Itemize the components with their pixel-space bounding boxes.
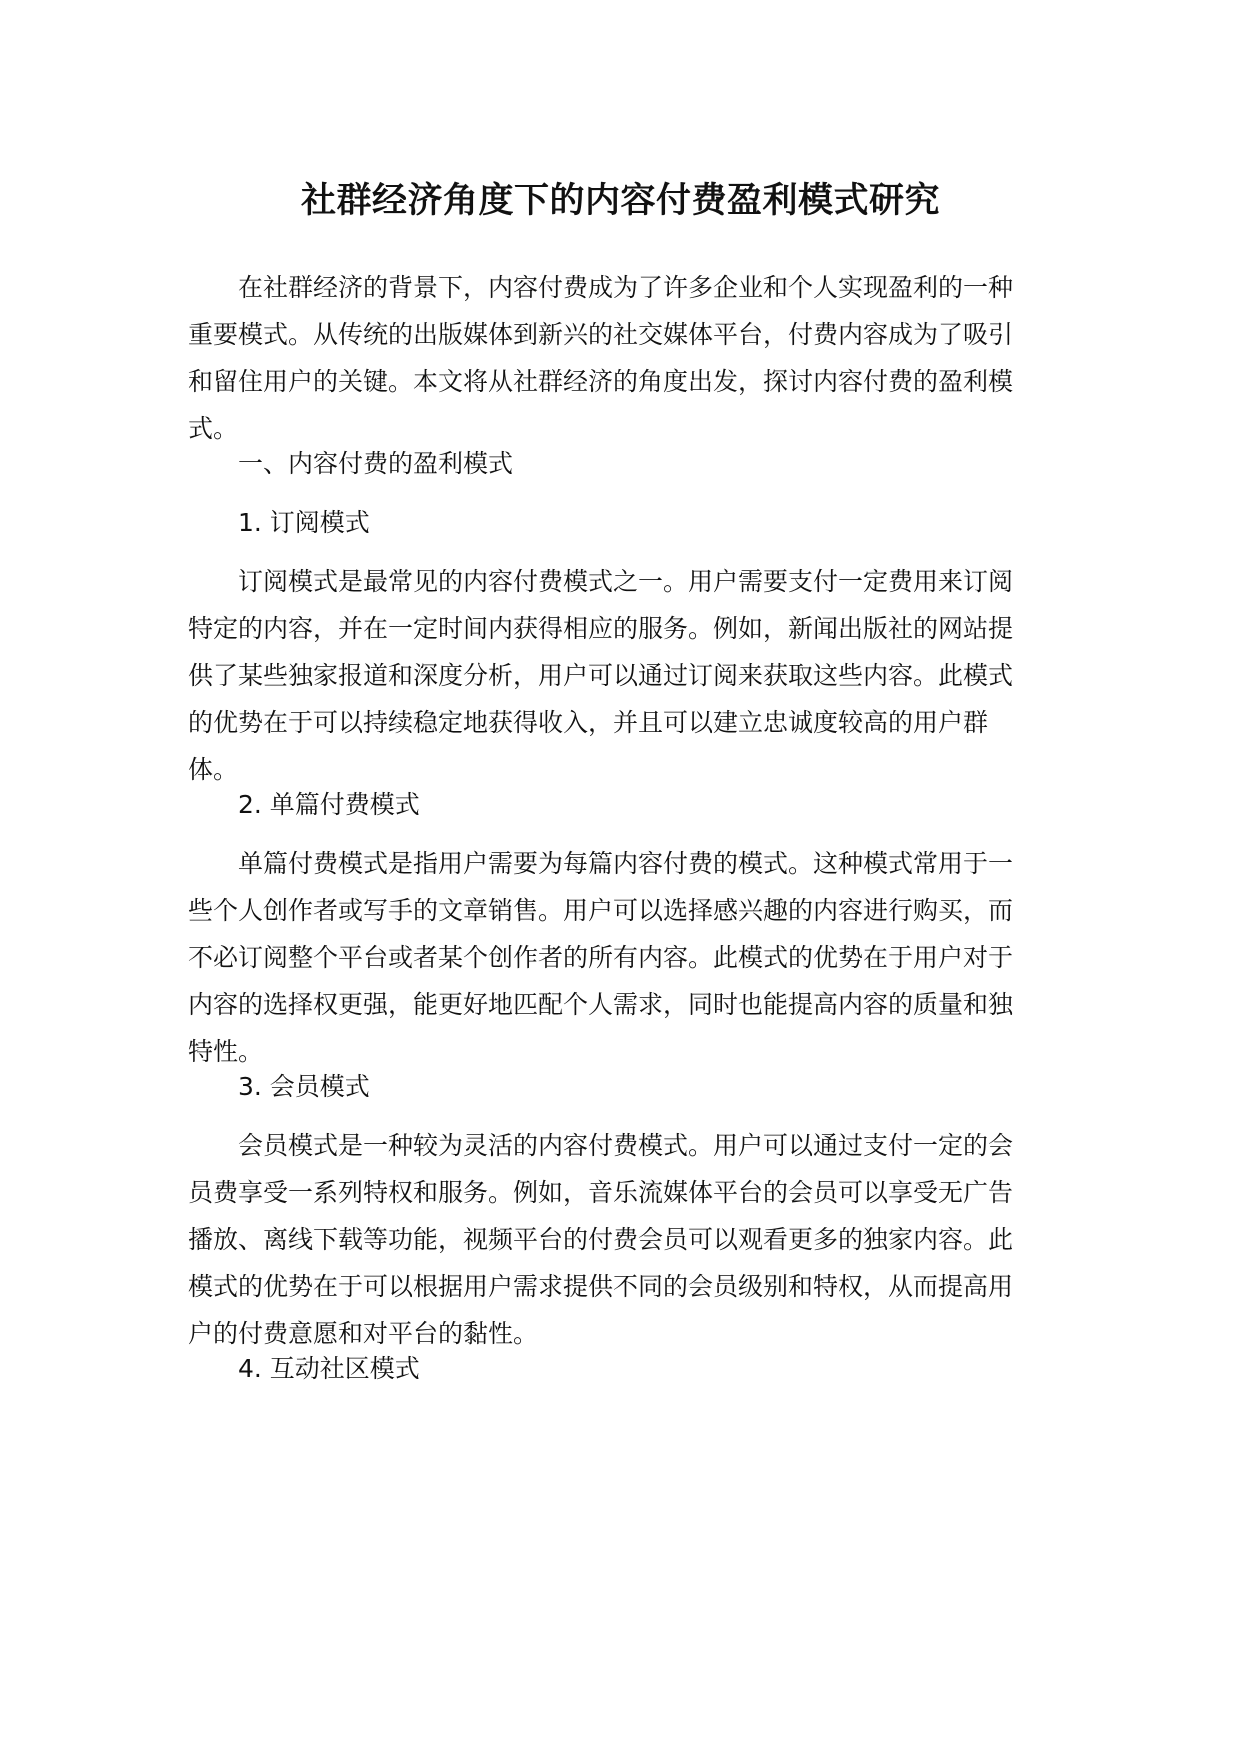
item-heading-subscription: 1. 订阅模式 <box>238 508 370 537</box>
item-heading-single-payment: 2. 单篇付费模式 <box>238 790 420 819</box>
item-paragraph-subscription: 订阅模式是最常见的内容付费模式之一。用户需要支付一定费用来订阅特定的内容，并在一定时间内获得相应的服务。例如，新闻出版社的网站提供了某些独家报道和深度分析，用户可以通过订阅来获取这些内容。此模式的优势在于可以持续稳定地获得收入，并且可以建立忠诚度较高的用户群体。 <box>188 567 1014 784</box>
intro-paragraph: 在社群经济的背景下，内容付费成为了许多企业和个人实现盈利的一种重要模式。从传统的出版媒体到新兴的社交媒体平台，付费内容成为了吸引和留住用户的关键。本文将从社群经济的角度出发，探讨内容付费的盈利模式。 <box>188 273 1014 443</box>
document-title: 社群经济角度下的内容付费盈利模式研究 <box>300 181 940 221</box>
section-heading-1: 一、内容付费的盈利模式 <box>238 449 514 478</box>
item-heading-membership: 3. 会员模式 <box>238 1072 370 1101</box>
item-paragraph-single-payment: 单篇付费模式是指用户需要为每篇内容付费的模式。这种模式常用于一些个人创作者或写手的文章销售。用户可以选择感兴趣的内容进行购买，而不必订阅整个平台或者某个创作者的所有内容。此模式的优势在于用户对于内容的选择权更强，能更好地匹配个人需求，同时也能提高内容的质量和独特性。 <box>188 849 1014 1066</box>
item-heading-community: 4. 互动社区模式 <box>238 1354 420 1383</box>
item-paragraph-membership: 会员模式是一种较为灵活的内容付费模式。用户可以通过支付一定的会员费享受一系列特权和服务。例如，音乐流媒体平台的会员可以享受无广告播放、离线下载等功能，视频平台的付费会员可以观看更多的独家内容。此模式的优势在于可以根据用户需求提供不同的会员级别和特权，从而提高用户的付费意愿和对平台的黏性。 <box>188 1131 1014 1348</box>
